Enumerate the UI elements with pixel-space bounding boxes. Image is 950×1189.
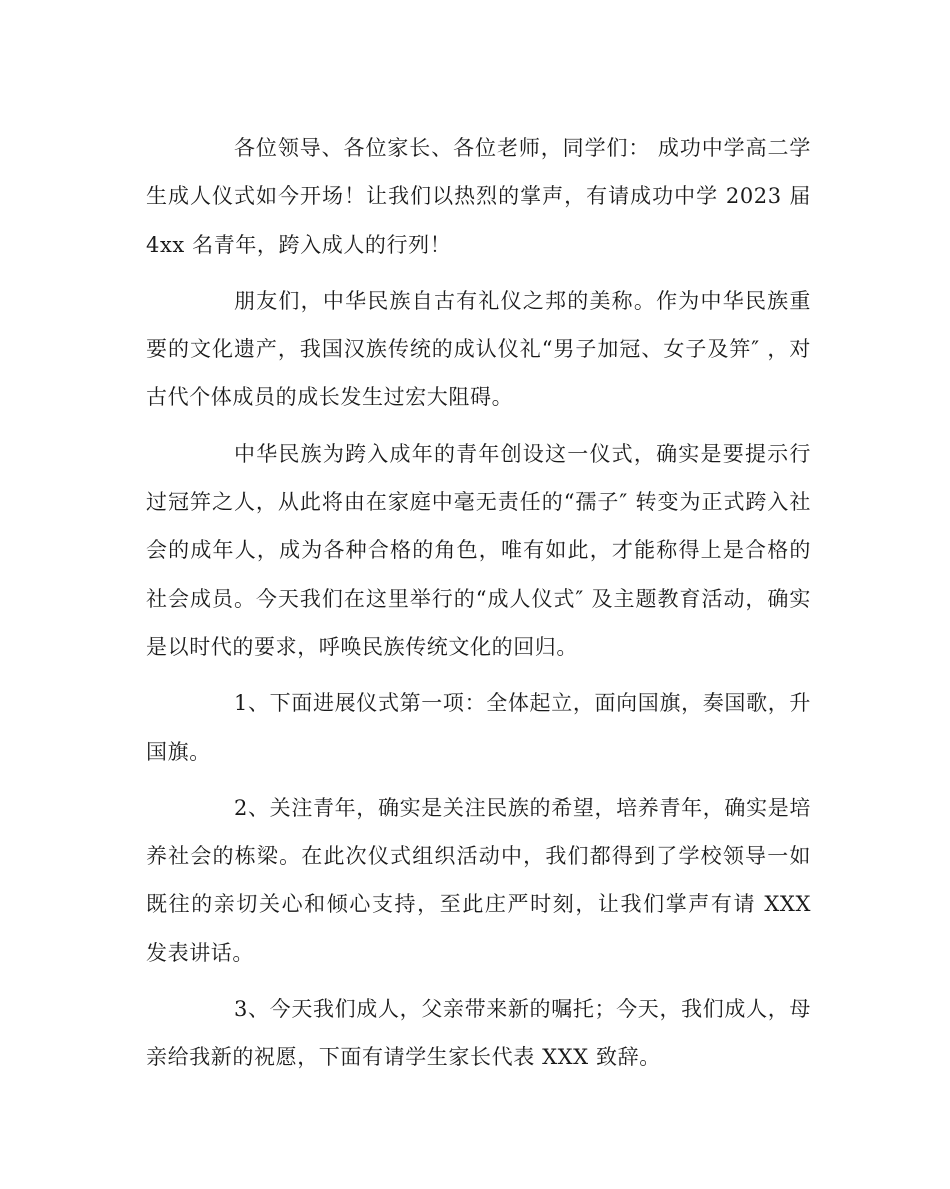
paragraph-item-3: 3、今天我们成人，父亲带来新的嘱托；今天，我们成人，母亲给我新的祝愿，下面有请学生家长代表 XXX 致辞。	[146, 997, 811, 1070]
paragraph-item-2: 2、关注青年，确实是关注民族的希望，培养青年，确实是培养社会的栋梁。在此次仪式组织活动中，我们都得到了学校领导一如既往的亲切关心和倾心支持，至此庄严时刻，让我们掌声有请 XXX 发表讲话。	[146, 795, 811, 965]
paragraph-ceremony-meaning: 中华民族为跨入成年的青年创设这一仪式，确实是要提示行过冠笄之人，从此将由在家庭中毫无责任的“孺子″ 转变为正式跨入社会的成年人，成为各种合格的角色，唯有如此，才能称得上是合格的社会成员。今天我们在这里举行的“成人仪式″ 及主题教育活动，确实是以时代的要求，呼唤民族传统文化的回归。	[146, 441, 811, 659]
paragraph-tradition: 朋友们，中华民族自古有礼仪之邦的美称。作为中华民族重要的文化遗产，我国汉族传统的成认仪礼“男子加冠、女子及笄″ ，对古代个体成员的成长发生过宏大阻碍。	[146, 288, 811, 410]
paragraph-opening: 各位领导、各位家长、各位老师，同学们： 成功中学高二学生成人仪式如今开场！让我们以热烈的掌声，有请成功中学 2023 届 4xx 名青年，跨入成人的行列！	[146, 136, 811, 257]
document-body	[146, 124, 811, 1082]
paragraph-item-1: 1、下面进展仪式第一项：全体起立，面向国旗，奏国歌，升国旗。	[146, 691, 811, 764]
